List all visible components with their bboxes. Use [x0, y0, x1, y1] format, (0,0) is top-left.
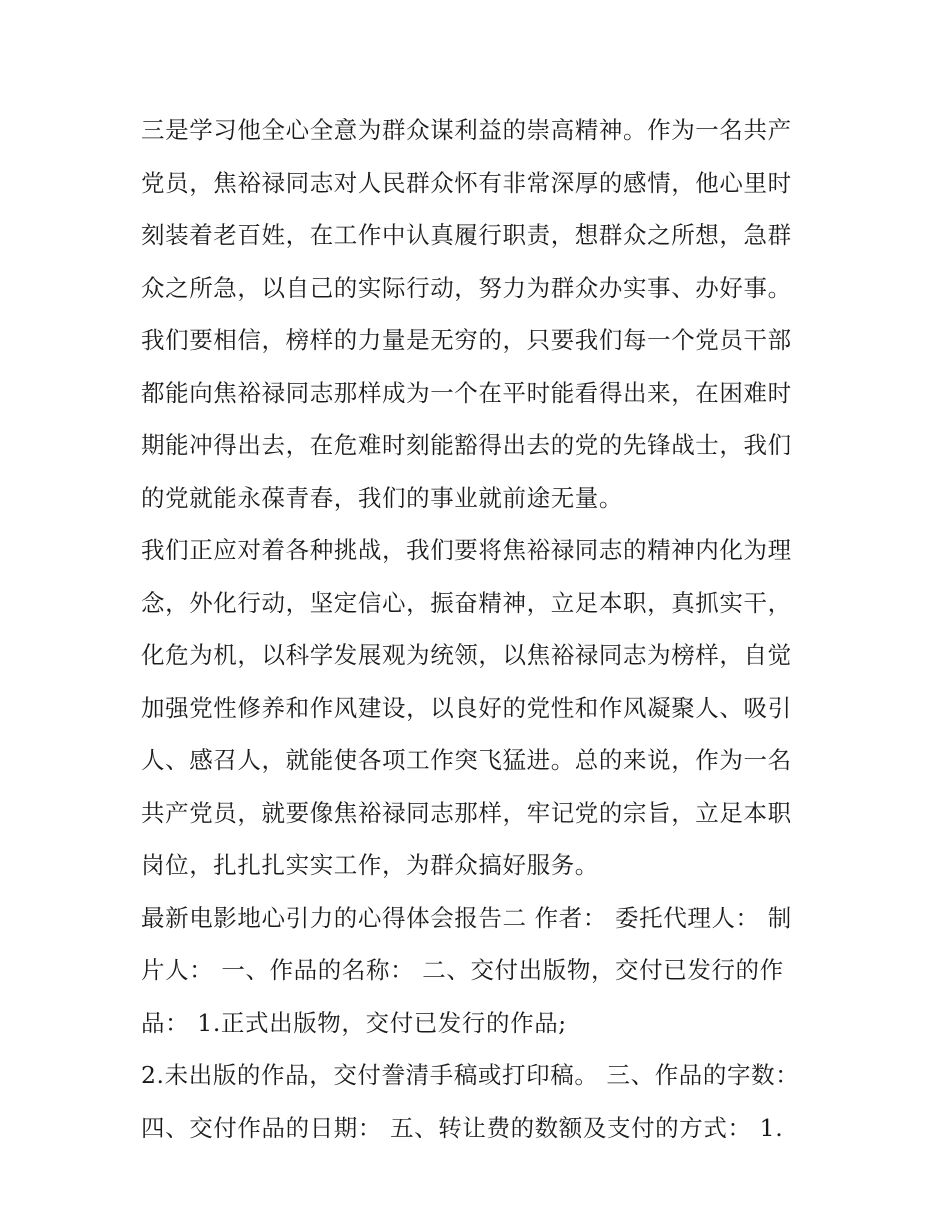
- text-line: 的党就能永葆青春，我们的事业就前途无量。: [141, 483, 623, 512]
- text-line: 党员，焦裕禄同志对人民群众怀有非常深厚的感情，他心里时: [141, 168, 792, 197]
- text-line: 2.未出版的作品，交付誊清手稿或打印稿。 三、作品的字数：: [141, 1061, 800, 1089]
- text-line: 我们正应对着各种挑战，我们要将焦裕禄同志的精神内化为理: [141, 536, 792, 564]
- text-line: 片人： 一、作品的名称： 二、交付出版物，交付已发行的作: [141, 956, 784, 984]
- document-body: [141, 104, 821, 1154]
- text-line: 我们要相信，榜样的力量是无穷的，只要我们每一个党员干部: [141, 326, 792, 354]
- text-line: 最新电影地心引力的心得体会报告二 作者： 委托代理人： 制: [141, 903, 792, 932]
- text-line: 共产党员，就要像焦裕禄同志那样，牢记党的宗旨，立足本职: [141, 798, 792, 827]
- text-line: 四、交付作品的日期： 五、转让费的数额及支付的方式： 1.: [141, 1113, 784, 1142]
- text-line: 念，外化行动，坚定信心，振奋精神，立足本职，真抓实干，: [141, 588, 792, 617]
- text-line: 都能向焦裕禄同志那样成为一个在平时能看得出来，在困难时: [141, 378, 792, 407]
- text-line: 人、感召人，就能使各项工作突飞猛进。总的来说，作为一名: [141, 746, 792, 774]
- text-line: 三是学习他全心全意为群众谋利益的崇高精神。作为一名共产: [141, 116, 792, 144]
- text-line: 岗位，扎扎扎实实工作，为群众搞好服务。: [141, 851, 599, 879]
- text-line: 众之所急，以自己的实际行动，努力为群众办实事、办好事。: [141, 273, 792, 302]
- text-line: 刻装着老百姓，在工作中认真履行职责，想群众之所想，急群: [141, 221, 792, 249]
- text-line: 期能冲得出去，在危难时刻能豁得出去的党的先锋战士，我们: [141, 431, 792, 459]
- text-line: 品： 1.正式出版物，交付已发行的作品;: [141, 1008, 567, 1037]
- text-line: 化危为机，以科学发展观为统领，以焦裕禄同志为榜样，自觉: [141, 641, 792, 669]
- text-line: 加强党性修养和作风建设，以良好的党性和作风凝聚人、吸引: [141, 693, 792, 722]
